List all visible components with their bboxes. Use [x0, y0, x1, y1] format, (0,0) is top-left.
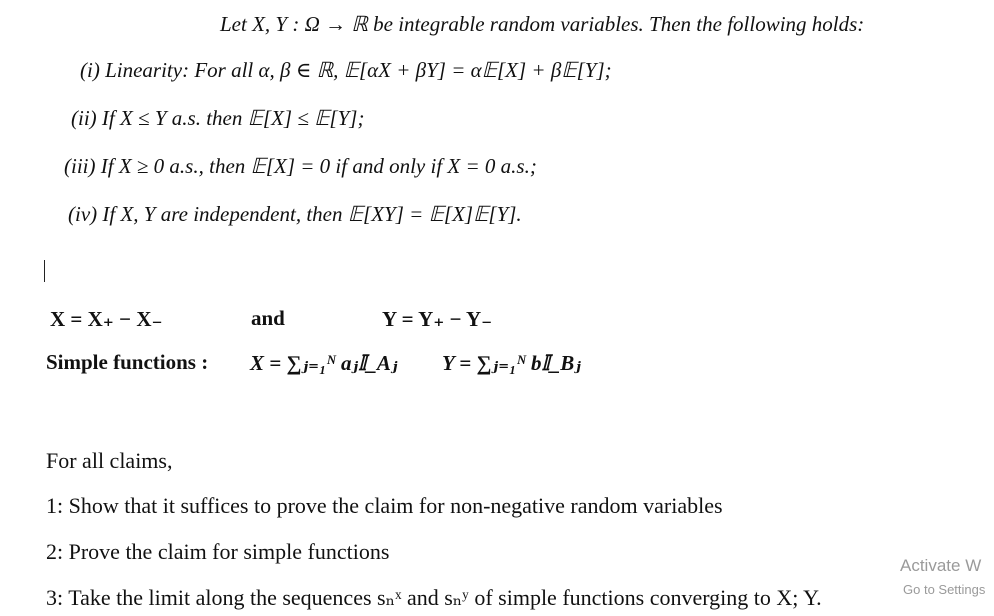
theorem-item-i: [80, 58, 612, 83]
decomposition-y: Y = Y₊ − Y₋: [382, 307, 493, 331]
simple-function-y: Y = ∑ⱼ₌₁ᴺ b𝕀_Bⱼ: [442, 351, 581, 375]
and-word: and: [251, 306, 285, 330]
theorem-item-label: (iii): [64, 154, 96, 178]
theorem-item-text: If X ≥ 0 a.s., then 𝔼[X] = 0 if and only if X = 0 a.s.;: [100, 154, 537, 178]
decomposition-x: X = X₊ − X₋: [50, 307, 163, 331]
activation-watermark-title: Activate W: [900, 556, 982, 575]
theorem-item-text: Linearity: For all α, β ∈ ℝ, 𝔼[αX + βY] = α𝔼[X] + β𝔼[Y];: [105, 58, 612, 82]
theorem-item-text: If X ≤ Y a.s. then 𝔼[X] ≤ 𝔼[Y];: [101, 106, 365, 130]
theorem-item-iii: [64, 154, 537, 179]
activation-watermark-settings-link[interactable]: Go to Settings: [903, 582, 986, 597]
step-1: 1: Show that it suffices to prove the claim for non-negative random variables: [46, 493, 723, 518]
theorem-item-label: (ii): [71, 106, 97, 130]
theorem-item-label: (i): [80, 58, 100, 82]
theorem-item-iv: [68, 202, 522, 227]
steps-header: For all claims,: [46, 448, 173, 473]
simple-functions-label: Simple functions :: [46, 350, 209, 374]
theorem-intro: Let X, Y : Ω → ℝ be integrable random variables. Then the following holds:: [220, 12, 865, 36]
simple-function-x: X = ∑ⱼ₌₁ᴺ aⱼ𝕀_Aⱼ: [250, 351, 398, 375]
theorem-item-label: (iv): [68, 202, 98, 226]
text-cursor: [44, 260, 45, 282]
theorem-item-ii: [71, 106, 364, 131]
theorem-item-text: If X, Y are independent, then 𝔼[XY] = 𝔼[X]𝔼[Y].: [102, 202, 522, 226]
step-2: 2: Prove the claim for simple functions: [46, 539, 390, 564]
step-3: 3: Take the limit along the sequences sₙˣ and sₙʸ of simple functions converging to X; Y.: [46, 585, 822, 610]
